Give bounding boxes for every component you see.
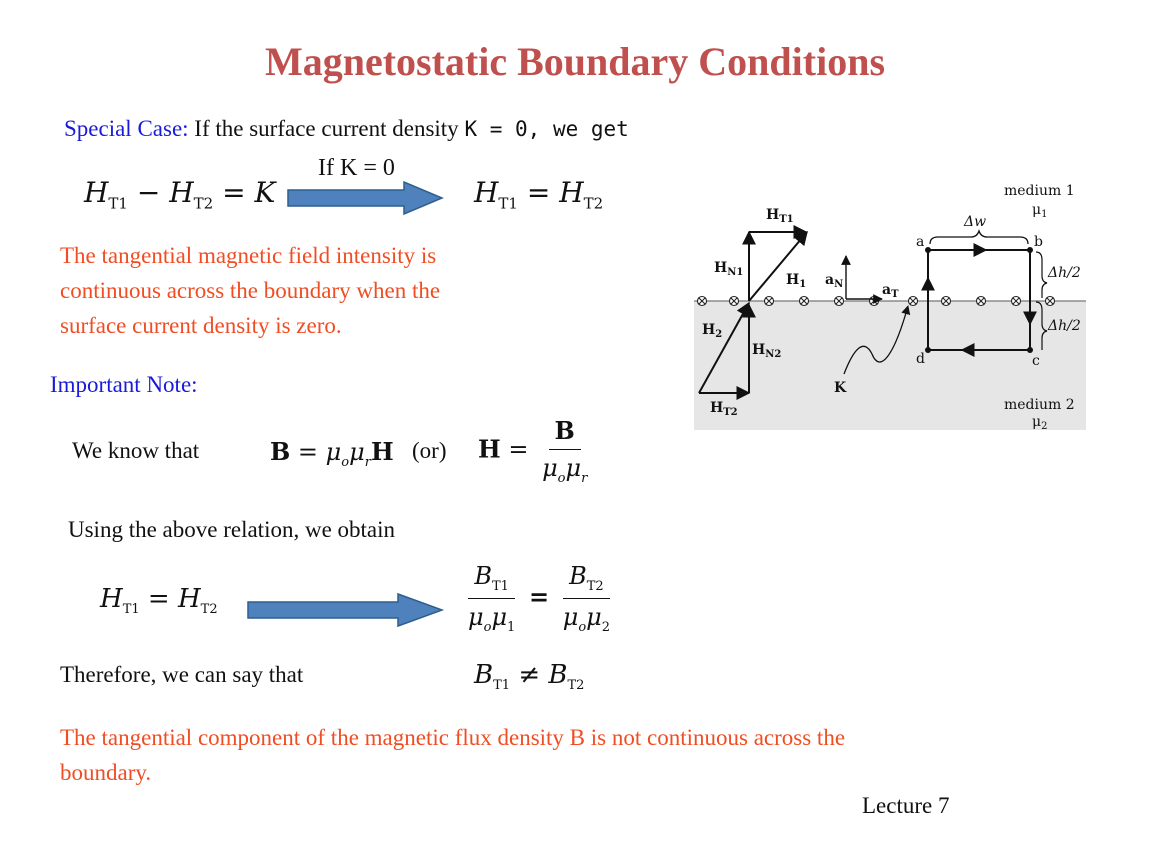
right-arrow-icon	[286, 180, 446, 216]
we-know-text: We know that	[72, 438, 200, 463]
relation-h-equation: H = $\frac{B}{\mu_o\mu_r}$	[478, 416, 588, 486]
equation-general: $H_{T1} - H_{T2} = K$	[84, 176, 276, 213]
therefore-text: Therefore, we can say that	[60, 662, 304, 687]
medium2-label: medium 2	[1004, 397, 1075, 413]
page-title: Magnetostatic Boundary Conditions	[264, 39, 886, 84]
equation-b-ratio: $\frac{B_{T1}}{\mu_o\mu_1}$ = $\frac{B_{T2}}{\mu_o\mu_2}$	[468, 562, 611, 635]
special-case-condition: K = 0, we get	[464, 117, 629, 141]
or-text: (or)	[412, 438, 447, 463]
dw-label: Δw	[964, 214, 987, 230]
ht2-label: $H_{T2}$	[710, 400, 738, 418]
using-relation-text: Using the above relation, we obtain	[68, 517, 396, 542]
special-case-text: If the surface current density	[188, 116, 465, 141]
at-label: $a_T$	[882, 282, 899, 300]
unit-vectors	[846, 256, 882, 299]
ht1-label: $H_{T1}$	[766, 207, 794, 225]
an-label: $a_N$	[825, 272, 844, 290]
right-arrow-icon	[246, 592, 446, 628]
equation-b-not-equal: $B_{T1} \ne B_{T2}$	[474, 660, 585, 694]
flux-density-note: The tangential component of the magnetic flux density B is not continuous across the boundary.	[60, 725, 846, 785]
h1-label: $H_1$	[786, 272, 807, 290]
lecture-footer: Lecture 7	[862, 793, 950, 818]
continuity-note: The tangential magnetic field intensity is continuous across the boundary when the surface current density is zero.	[60, 243, 441, 338]
medium1-label: medium 1	[1004, 183, 1075, 199]
corner-d: d	[916, 351, 925, 367]
hn2-label: $H_{N2}$	[752, 342, 782, 360]
h2-label: $H_2$	[702, 322, 723, 340]
special-case-label: Special Case:	[64, 116, 189, 141]
relation-b-equation: $B = \mu_o\mu_rH$	[270, 437, 394, 470]
dh-bottom-label: Δh/2	[1048, 318, 1081, 334]
h1-vectors	[749, 232, 807, 301]
equation-h-equal: $H_{T1} = H_{T2}$	[100, 584, 218, 618]
special-case-line	[64, 116, 629, 142]
corner-a: a	[916, 234, 925, 250]
equation-special: $H_{T1} = H_{T2}$	[474, 176, 604, 213]
arrow-condition-label: If K = 0	[318, 155, 395, 181]
hn1-label: $H_{N1}$	[714, 260, 744, 278]
corner-c: c	[1032, 353, 1040, 369]
important-note-heading: Important Note:	[50, 372, 198, 397]
boundary-diagram	[694, 178, 1086, 430]
dh-top-label: Δh/2	[1048, 265, 1081, 281]
mu1-label: $\mu_1$	[1032, 202, 1048, 220]
corner-b: b	[1034, 234, 1043, 250]
k-label: K	[834, 380, 847, 396]
mu2-label: $\mu_2$	[1032, 414, 1048, 430]
